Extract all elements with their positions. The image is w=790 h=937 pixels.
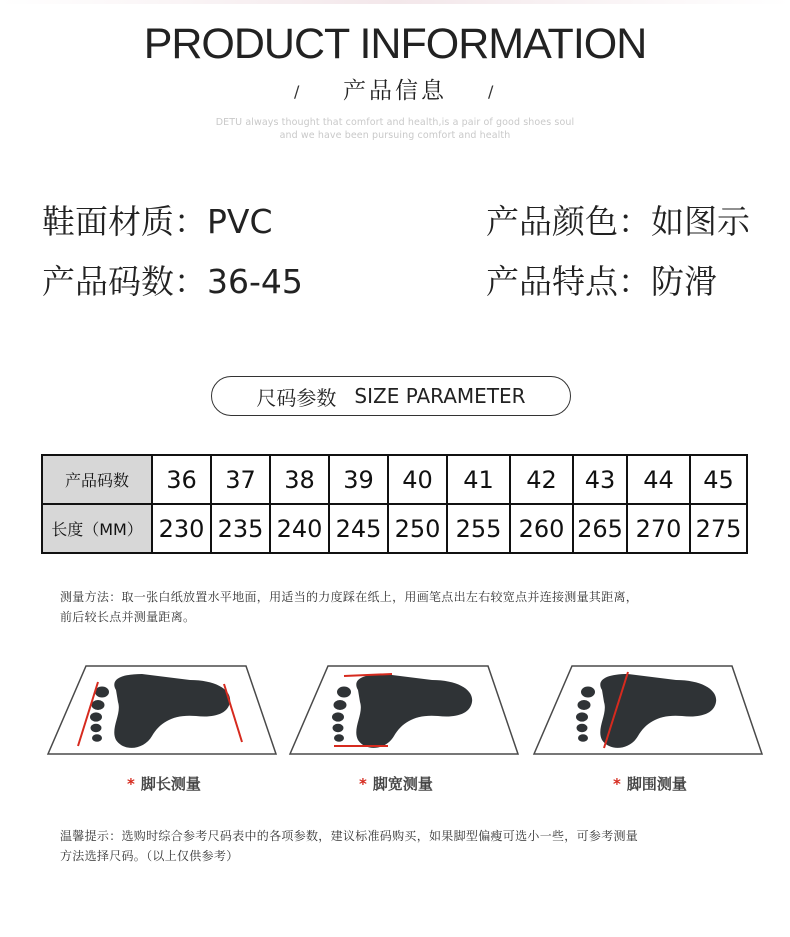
caption-text: 脚宽测量: [372, 775, 433, 793]
caption-star: *: [613, 775, 621, 793]
caption-text: 脚围测量: [626, 775, 687, 793]
size-cell: 42: [510, 455, 573, 504]
size-cell: 39: [329, 455, 388, 504]
caption-text: 脚长测量: [140, 775, 201, 793]
brand-description-line-1: DETU always thought that comfort and health,is a pair of good shoes soul: [215, 117, 575, 128]
length-cell: 230: [152, 504, 211, 553]
subtitle-slash-left: /: [294, 82, 300, 101]
length-row-header: 长度（MM）: [42, 504, 152, 553]
size-parameter-label-en: SIZE PARAMETER: [354, 384, 526, 408]
size-row: [42, 455, 747, 504]
foot-length-caption: [127, 773, 201, 794]
spec-feature: 产品特点：防滑: [486, 262, 717, 301]
page-subtitle: 产品信息: [343, 78, 447, 104]
page-title: PRODUCT INFORMATION: [143, 20, 647, 68]
measure-note-line-1: 测量方法：取一张白纸放置水平地面，用适当的力度踩在纸上，用画笔点出左右较宽点并连接测量其距离，: [60, 590, 639, 604]
size-cell: 37: [211, 455, 270, 504]
length-row: [42, 504, 747, 553]
size-cell: 44: [627, 455, 690, 504]
foot-width-figure: [288, 662, 520, 764]
length-cell: 265: [573, 504, 627, 553]
length-cell: 235: [211, 504, 270, 553]
length-cell: 275: [690, 504, 747, 553]
foot-girth-figure: [532, 662, 764, 764]
top-decor-line: [0, 0, 790, 4]
tip-note-line-1: 温馨提示：选购时综合参考尺码表中的各项参数，建议标准码购买，如果脚型偏瘦可选小一些，可参考测量: [60, 829, 639, 843]
caption-star: *: [127, 775, 135, 793]
size-cell: 45: [690, 455, 747, 504]
tip-note-line-2: 方法选择尺码。（以上仅供参考）: [60, 849, 239, 863]
size-parameter-label-cn: 尺码参数: [256, 385, 337, 410]
length-cell: 270: [627, 504, 690, 553]
length-cell: 260: [510, 504, 573, 553]
measure-method-note: [60, 587, 760, 627]
sizing-tip-note: [60, 826, 760, 866]
length-cell: 245: [329, 504, 388, 553]
size-parameter-heading: [211, 376, 571, 416]
foot-length-figure: [46, 662, 278, 764]
spec-color: 产品颜色：如图示: [486, 202, 750, 241]
spec-size-range: 产品码数：36-45: [42, 262, 303, 301]
foot-girth-caption: [613, 773, 687, 794]
length-cell: 255: [447, 504, 510, 553]
size-row-header: 产品码数: [42, 455, 152, 504]
spec-material: 鞋面材质：PVC: [42, 202, 273, 241]
size-cell: 40: [388, 455, 447, 504]
size-table: [41, 454, 748, 554]
subtitle-slash-right: /: [488, 82, 494, 101]
length-cell: 250: [388, 504, 447, 553]
size-cell: 43: [573, 455, 627, 504]
brand-description-line-2: and we have been pursuing comfort and health: [279, 130, 511, 141]
measure-note-line-2: 前后较长点并测量距离。: [60, 610, 196, 624]
length-cell: 240: [270, 504, 329, 553]
size-cell: 41: [447, 455, 510, 504]
foot-width-caption: [359, 773, 433, 794]
size-cell: 36: [152, 455, 211, 504]
size-cell: 38: [270, 455, 329, 504]
caption-star: *: [359, 775, 367, 793]
